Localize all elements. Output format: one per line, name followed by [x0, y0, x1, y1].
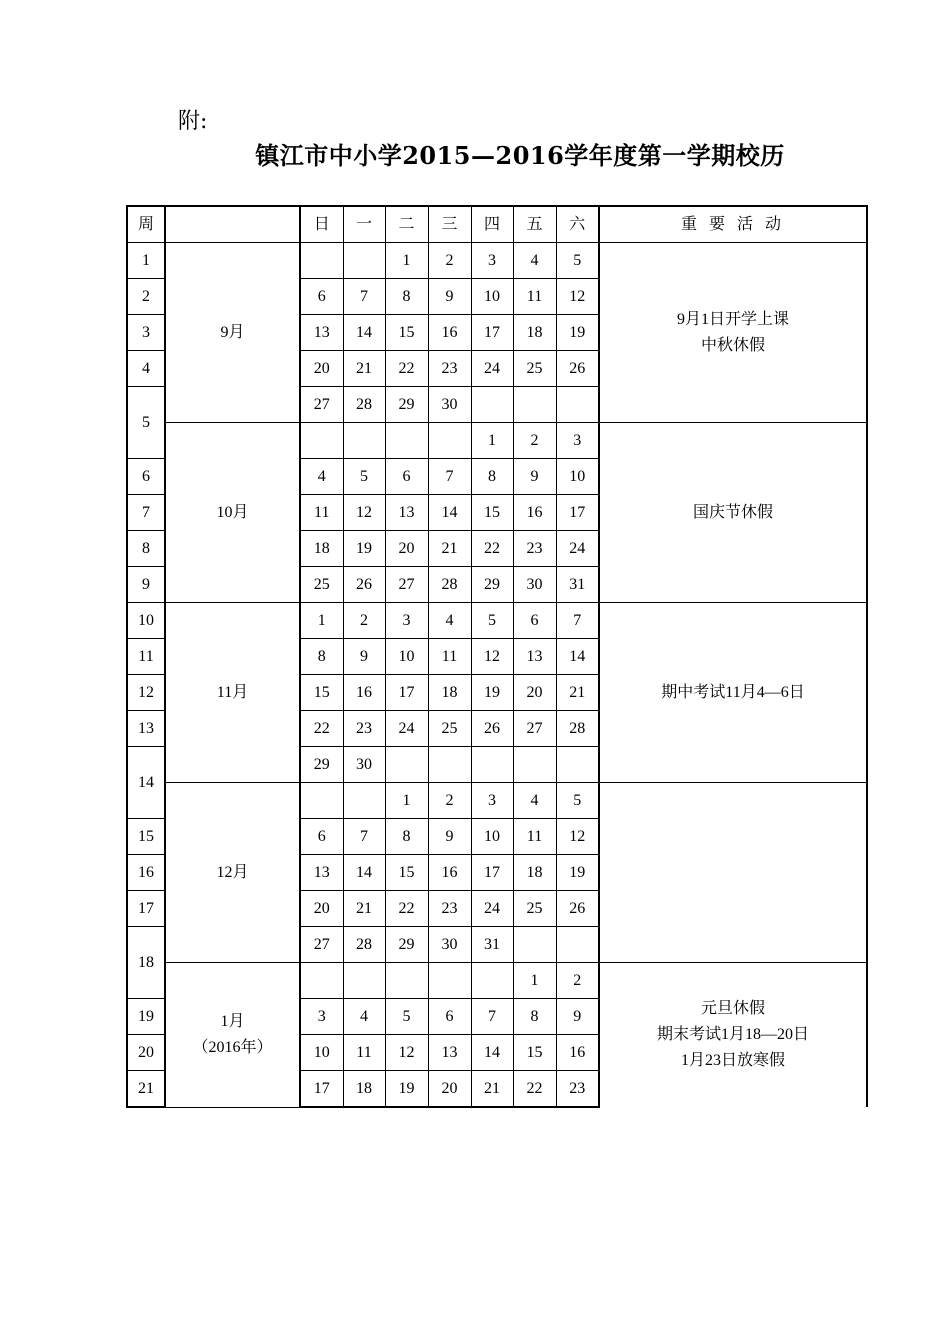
- day-cell: 22: [385, 351, 428, 387]
- day-cell: 9: [428, 279, 471, 315]
- day-cell: [556, 387, 599, 423]
- week-number: 13: [127, 711, 165, 747]
- day-cell: 23: [513, 531, 556, 567]
- day-cell: 24: [471, 891, 513, 927]
- day-cell: 1: [385, 243, 428, 279]
- day-cell: 4: [513, 783, 556, 819]
- day-cell: 5: [471, 603, 513, 639]
- day-cell: 28: [343, 387, 385, 423]
- day-cell: 13: [300, 855, 343, 891]
- day-cell: [343, 423, 385, 459]
- day-cell: 24: [556, 531, 599, 567]
- day-cell: 13: [385, 495, 428, 531]
- day-cell: 10: [471, 279, 513, 315]
- day-cell: [471, 387, 513, 423]
- day-cell: 8: [300, 639, 343, 675]
- day-cell: [428, 963, 471, 999]
- day-cell: 22: [513, 1071, 556, 1108]
- week-number: 10: [127, 603, 165, 639]
- day-cell: 30: [513, 567, 556, 603]
- day-cell: 6: [300, 279, 343, 315]
- document-title: 镇江市中小学2015—2016学年度第一学期校历: [255, 141, 785, 170]
- header-activity: 重 要 活 动: [599, 206, 867, 243]
- week-number: 11: [127, 639, 165, 675]
- day-cell: 29: [300, 747, 343, 783]
- day-cell: 1: [385, 783, 428, 819]
- activity-text: 期末考试1月18—20日: [656, 1026, 809, 1043]
- activity-text: 国庆节休假: [692, 503, 773, 521]
- day-cell: 7: [428, 459, 471, 495]
- day-cell: 15: [385, 315, 428, 351]
- day-cell: 1: [300, 603, 343, 639]
- day-cell: 20: [428, 1071, 471, 1108]
- day-cell: 26: [556, 891, 599, 927]
- week-number: 7: [127, 495, 165, 531]
- header-day: 二: [385, 206, 428, 243]
- day-cell: [471, 963, 513, 999]
- day-cell: 3: [471, 243, 513, 279]
- day-cell: 17: [385, 675, 428, 711]
- header-month: [165, 206, 300, 243]
- week-number: 15: [127, 819, 165, 855]
- day-cell: 5: [556, 783, 599, 819]
- week-number: 3: [127, 315, 165, 351]
- day-cell: 4: [428, 603, 471, 639]
- day-cell: [300, 783, 343, 819]
- day-cell: [513, 387, 556, 423]
- day-cell: 21: [343, 351, 385, 387]
- day-cell: 26: [343, 567, 385, 603]
- day-cell: 9: [343, 639, 385, 675]
- activity-cell: [599, 603, 867, 783]
- day-cell: 3: [385, 603, 428, 639]
- day-cell: 27: [300, 387, 343, 423]
- day-cell: 9: [556, 999, 599, 1035]
- calendar-row: [127, 963, 867, 999]
- day-cell: 30: [428, 387, 471, 423]
- day-cell: 12: [556, 279, 599, 315]
- day-cell: 12: [343, 495, 385, 531]
- activity-cell: [599, 423, 867, 603]
- month-name: 12月: [216, 863, 249, 881]
- day-cell: 26: [471, 711, 513, 747]
- day-cell: 5: [385, 999, 428, 1035]
- day-cell: 4: [513, 243, 556, 279]
- day-cell: 7: [556, 603, 599, 639]
- day-cell: 29: [471, 567, 513, 603]
- day-cell: [556, 747, 599, 783]
- header-week: 周: [127, 206, 165, 243]
- day-cell: 22: [300, 711, 343, 747]
- day-cell: 7: [471, 999, 513, 1035]
- day-cell: 12: [471, 639, 513, 675]
- day-cell: 11: [428, 639, 471, 675]
- day-cell: 6: [428, 999, 471, 1035]
- activity-text: 元旦休假: [700, 1000, 765, 1017]
- day-cell: 10: [385, 639, 428, 675]
- day-cell: 23: [428, 891, 471, 927]
- day-cell: 24: [471, 351, 513, 387]
- day-cell: 14: [471, 1035, 513, 1071]
- day-cell: 11: [300, 495, 343, 531]
- day-cell: [556, 927, 599, 963]
- day-cell: 5: [556, 243, 599, 279]
- week-number: 2: [127, 279, 165, 315]
- activity-cell: [599, 783, 867, 963]
- day-cell: 12: [556, 819, 599, 855]
- day-cell: 17: [471, 315, 513, 351]
- day-cell: 20: [300, 891, 343, 927]
- header-day: 五: [513, 206, 556, 243]
- day-cell: 6: [385, 459, 428, 495]
- day-cell: 21: [471, 1071, 513, 1108]
- day-cell: 2: [513, 423, 556, 459]
- day-cell: 4: [300, 459, 343, 495]
- day-cell: [300, 963, 343, 999]
- activity-text: 1月23日放寒假: [680, 1052, 785, 1069]
- day-cell: 12: [385, 1035, 428, 1071]
- day-cell: 2: [428, 783, 471, 819]
- day-cell: 15: [471, 495, 513, 531]
- day-cell: 17: [471, 855, 513, 891]
- day-cell: 17: [300, 1071, 343, 1108]
- day-cell: 9: [513, 459, 556, 495]
- activity-text: 9月1日开学上课: [676, 310, 789, 328]
- week-number: 8: [127, 531, 165, 567]
- month-name: 10月: [216, 503, 249, 521]
- day-cell: 28: [556, 711, 599, 747]
- day-cell: 28: [428, 567, 471, 603]
- day-cell: 24: [385, 711, 428, 747]
- day-cell: 16: [428, 855, 471, 891]
- month-name: 9月: [220, 323, 245, 341]
- day-cell: 19: [385, 1071, 428, 1108]
- day-cell: 15: [300, 675, 343, 711]
- month-year-note: （2016年）: [192, 1038, 273, 1056]
- day-cell: [343, 243, 385, 279]
- day-cell: 1: [513, 963, 556, 999]
- prefix-label: 附:: [178, 109, 208, 134]
- week-number: 6: [127, 459, 165, 495]
- day-cell: 13: [513, 639, 556, 675]
- day-cell: 3: [471, 783, 513, 819]
- day-cell: 16: [428, 315, 471, 351]
- calendar-row: [127, 603, 867, 639]
- day-cell: 19: [343, 531, 385, 567]
- day-cell: [385, 423, 428, 459]
- day-cell: 15: [513, 1035, 556, 1071]
- week-number: 18: [127, 927, 165, 999]
- day-cell: 2: [343, 603, 385, 639]
- day-cell: 4: [343, 999, 385, 1035]
- day-cell: 14: [556, 639, 599, 675]
- week-number: 9: [127, 567, 165, 603]
- day-cell: 21: [428, 531, 471, 567]
- day-cell: [343, 963, 385, 999]
- day-cell: 14: [343, 855, 385, 891]
- day-cell: 6: [300, 819, 343, 855]
- calendar-row: [127, 423, 867, 459]
- day-cell: [428, 423, 471, 459]
- day-cell: 8: [513, 999, 556, 1035]
- week-number: 17: [127, 891, 165, 927]
- day-cell: 7: [343, 819, 385, 855]
- school-calendar-table: [126, 205, 868, 1108]
- header-day: 三: [428, 206, 471, 243]
- day-cell: 29: [385, 387, 428, 423]
- day-cell: 17: [556, 495, 599, 531]
- day-cell: 14: [428, 495, 471, 531]
- day-cell: 25: [513, 891, 556, 927]
- header-day: 四: [471, 206, 513, 243]
- activity-text: 中秋休假: [700, 336, 765, 354]
- day-cell: 25: [428, 711, 471, 747]
- day-cell: 8: [385, 819, 428, 855]
- day-cell: 15: [385, 855, 428, 891]
- activity-text: 期中考试11月4—6日: [661, 683, 805, 701]
- day-cell: 22: [385, 891, 428, 927]
- day-cell: 31: [471, 927, 513, 963]
- day-cell: 23: [343, 711, 385, 747]
- day-cell: 16: [513, 495, 556, 531]
- header-day: 日: [300, 206, 343, 243]
- day-cell: 28: [343, 927, 385, 963]
- day-cell: [428, 747, 471, 783]
- day-cell: 10: [471, 819, 513, 855]
- day-cell: 18: [300, 531, 343, 567]
- day-cell: 20: [513, 675, 556, 711]
- day-cell: 8: [385, 279, 428, 315]
- day-cell: 22: [471, 531, 513, 567]
- day-cell: 19: [556, 315, 599, 351]
- week-number: 14: [127, 747, 165, 819]
- day-cell: 11: [513, 279, 556, 315]
- day-cell: 29: [385, 927, 428, 963]
- day-cell: 13: [428, 1035, 471, 1071]
- day-cell: 25: [513, 351, 556, 387]
- day-cell: 5: [343, 459, 385, 495]
- month-name: 1月: [220, 1012, 245, 1030]
- day-cell: 20: [385, 531, 428, 567]
- day-cell: 2: [556, 963, 599, 999]
- day-cell: 26: [556, 351, 599, 387]
- day-cell: [471, 747, 513, 783]
- calendar-row: [127, 783, 867, 819]
- day-cell: 20: [300, 351, 343, 387]
- day-cell: 25: [300, 567, 343, 603]
- month-label: [165, 783, 300, 963]
- day-cell: 6: [513, 603, 556, 639]
- day-cell: [300, 423, 343, 459]
- month-label: [165, 243, 300, 423]
- week-number: 20: [127, 1035, 165, 1071]
- activity-cell: [599, 963, 867, 1108]
- activity-cell: [599, 243, 867, 423]
- day-cell: 1: [471, 423, 513, 459]
- month-label: [165, 603, 300, 783]
- day-cell: 3: [556, 423, 599, 459]
- week-number: 5: [127, 387, 165, 459]
- day-cell: 18: [428, 675, 471, 711]
- week-number: 4: [127, 351, 165, 387]
- day-cell: [300, 243, 343, 279]
- day-cell: [513, 927, 556, 963]
- day-cell: 10: [300, 1035, 343, 1071]
- day-cell: 18: [343, 1071, 385, 1108]
- day-cell: 27: [300, 927, 343, 963]
- calendar-row: [127, 243, 867, 279]
- month-name: 11月: [216, 683, 249, 701]
- day-cell: 8: [471, 459, 513, 495]
- day-cell: 16: [556, 1035, 599, 1071]
- day-cell: [385, 747, 428, 783]
- day-cell: 23: [428, 351, 471, 387]
- day-cell: 19: [556, 855, 599, 891]
- day-cell: 21: [343, 891, 385, 927]
- header-day: 一: [343, 206, 385, 243]
- day-cell: 27: [385, 567, 428, 603]
- day-cell: [385, 963, 428, 999]
- day-cell: 30: [343, 747, 385, 783]
- day-cell: 10: [556, 459, 599, 495]
- week-number: 21: [127, 1071, 165, 1108]
- day-cell: 16: [343, 675, 385, 711]
- month-label: [165, 423, 300, 603]
- week-number: 16: [127, 855, 165, 891]
- month-label: [165, 963, 300, 1108]
- day-cell: 11: [513, 819, 556, 855]
- day-cell: 11: [343, 1035, 385, 1071]
- day-cell: 30: [428, 927, 471, 963]
- day-cell: 23: [556, 1071, 599, 1108]
- day-cell: 3: [300, 999, 343, 1035]
- day-cell: 18: [513, 315, 556, 351]
- day-cell: 18: [513, 855, 556, 891]
- header-row: [127, 206, 867, 243]
- week-number: 19: [127, 999, 165, 1035]
- week-number: 12: [127, 675, 165, 711]
- day-cell: 13: [300, 315, 343, 351]
- day-cell: 27: [513, 711, 556, 747]
- day-cell: [343, 783, 385, 819]
- week-number: 1: [127, 243, 165, 279]
- day-cell: 2: [428, 243, 471, 279]
- day-cell: 21: [556, 675, 599, 711]
- day-cell: 14: [343, 315, 385, 351]
- day-cell: 7: [343, 279, 385, 315]
- header-day: 六: [556, 206, 599, 243]
- day-cell: [513, 747, 556, 783]
- day-cell: 31: [556, 567, 599, 603]
- day-cell: 19: [471, 675, 513, 711]
- day-cell: 9: [428, 819, 471, 855]
